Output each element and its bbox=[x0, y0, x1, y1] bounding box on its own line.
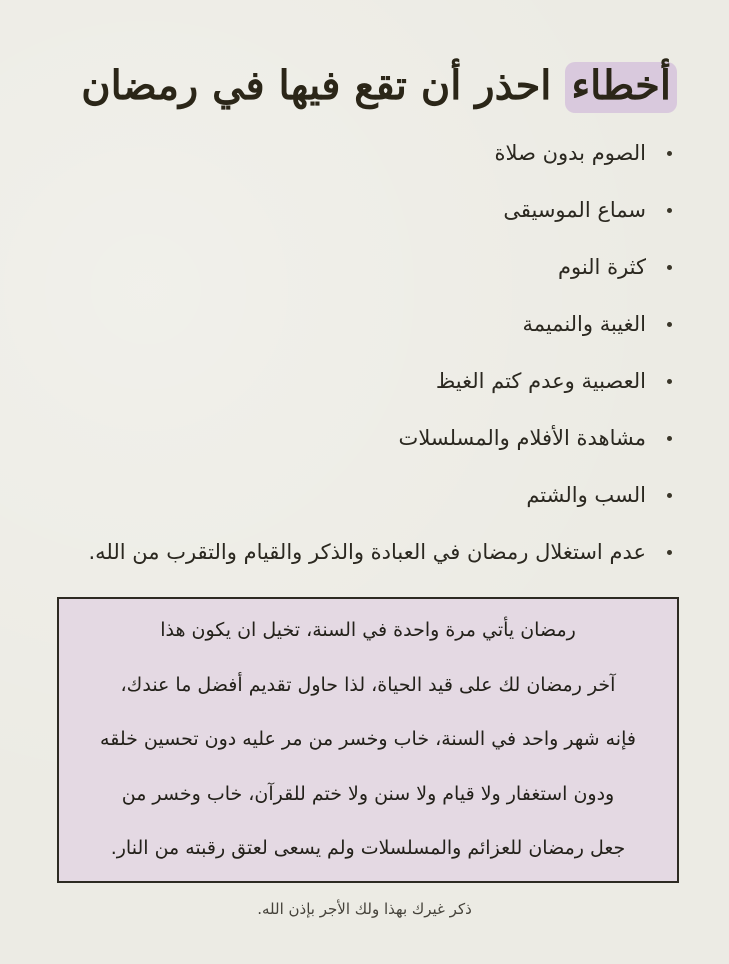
bullet-icon bbox=[667, 550, 672, 555]
mistakes-list bbox=[52, 138, 672, 594]
list-item bbox=[52, 195, 672, 252]
reminder-line: ودون استغفار ولا قيام ولا سنن ولا ختم للقرآن، خاب وخسر من bbox=[121, 782, 615, 805]
bullet-icon bbox=[667, 493, 672, 498]
list-item bbox=[52, 309, 672, 366]
reminder-line: جعل رمضان للعزائم والمسلسلات ولم يسعى لعتق رقبته من النار. bbox=[110, 837, 626, 859]
title-container bbox=[52, 58, 677, 114]
list-item-text: السب والشتم bbox=[526, 483, 646, 507]
bullet-icon bbox=[667, 265, 672, 270]
reminder-line: آخر رمضان لك على قيد الحياة، لذا حاول تقديم أفضل ما عندك، bbox=[120, 673, 616, 696]
list-item-text: الغيبة والنميمة bbox=[522, 312, 646, 336]
bullet-icon bbox=[667, 151, 672, 156]
list-item bbox=[52, 423, 672, 480]
reminder-line: فإنه شهر واحد في السنة، خاب وخسر من مر عليه دون تحسين خلقه bbox=[100, 728, 636, 750]
list-item-text: الصوم بدون صلاة bbox=[494, 141, 646, 165]
list-item bbox=[52, 537, 672, 594]
bullet-icon bbox=[667, 379, 672, 384]
reminder-line: رمضان يأتي مرة واحدة في السنة، تخيل ان يكون هذا bbox=[160, 619, 576, 641]
list-item-text: سماع الموسيقى bbox=[503, 198, 646, 222]
list-item bbox=[52, 138, 672, 195]
list-item bbox=[52, 366, 672, 423]
list-item-text: كثرة النوم bbox=[557, 255, 646, 279]
reminder-box bbox=[57, 597, 679, 883]
page-title bbox=[52, 58, 677, 114]
list-item bbox=[52, 252, 672, 309]
list-item-text: عدم استغلال رمضان في العبادة والذكر والقيام والتقرب من الله. bbox=[88, 540, 646, 564]
bullet-icon bbox=[667, 322, 672, 327]
footer-note: ذكر غيرك بهذا ولك الأجر بإذن الله. bbox=[257, 900, 472, 918]
list-item-text: العصبية وعدم كتم الغيظ bbox=[435, 369, 646, 393]
list-item bbox=[52, 480, 672, 537]
title-highlight: أخطاء bbox=[565, 62, 677, 113]
bullet-icon bbox=[667, 436, 672, 441]
list-item-text: مشاهدة الأفلام والمسلسلات bbox=[398, 426, 646, 450]
title-rest: احذر أن تقع فيها في رمضان bbox=[81, 62, 566, 109]
bullet-icon bbox=[667, 208, 672, 213]
